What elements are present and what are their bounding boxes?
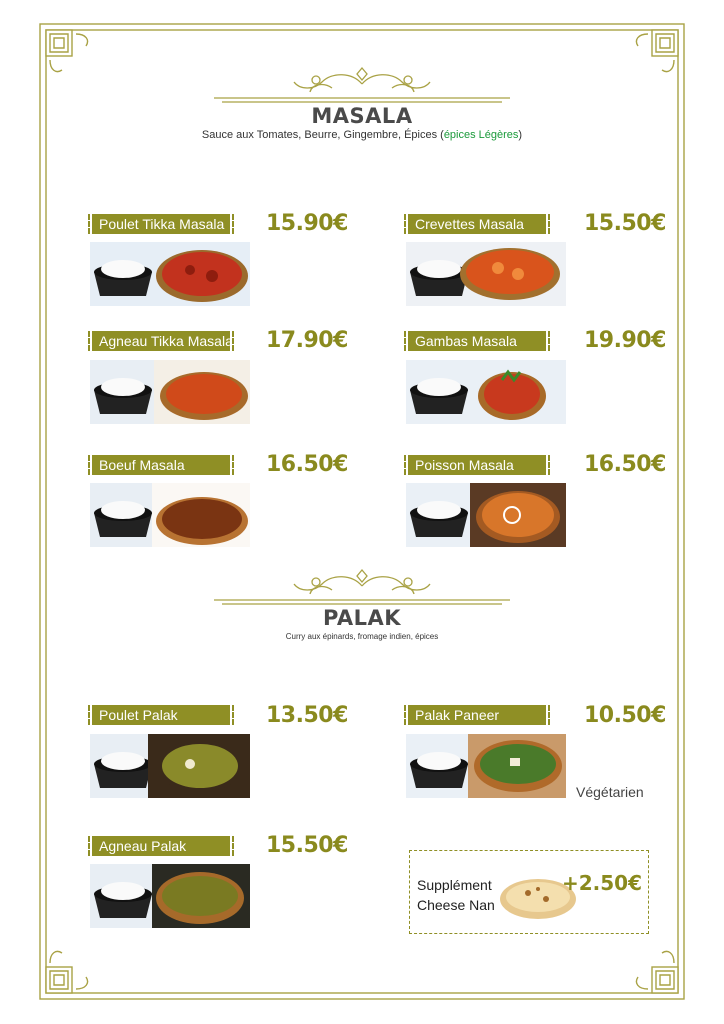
- supplement-line-1: Supplément: [417, 877, 492, 893]
- section-header-palak: [0, 566, 724, 644]
- dish-name: Gambas Masala: [408, 331, 546, 351]
- dish-price: 16.50€: [584, 452, 666, 477]
- dish-photo-rice-fish: [406, 483, 566, 547]
- section-subtitle: Curry aux épinards, fromage indien, épices: [285, 632, 439, 641]
- dish-photo-rice-palak-paneer: [406, 734, 566, 798]
- dish-name: Agneau Palak: [92, 836, 230, 856]
- dish-price: 15.50€: [584, 211, 666, 236]
- dish-name: Poulet Palak: [92, 705, 230, 725]
- dish-name: Poisson Masala: [408, 455, 546, 475]
- section-title: MASALA: [311, 104, 413, 128]
- dish-price: 13.50€: [266, 703, 348, 728]
- supplement-price: +2.50€: [561, 871, 642, 895]
- section-subtitle: Sauce aux Tomates, Beurre, Gingembre, Épices (épices Légères): [201, 129, 523, 141]
- dish-photo-rice-lamb: [90, 360, 250, 424]
- dish-photo-rice-shrimp: [406, 242, 566, 306]
- dish-name: Agneau Tikka Masala: [92, 331, 230, 351]
- dish-price: 10.50€: [584, 703, 666, 728]
- corner-ornament-br: [636, 951, 678, 993]
- supplement-label: [417, 875, 495, 915]
- section-header-masala: [0, 64, 724, 142]
- dish-price: 16.50€: [266, 452, 348, 477]
- flourish-ornament-icon: [212, 64, 512, 104]
- vegetarian-note: Végétarien: [576, 784, 644, 800]
- dish-name: Palak Paneer: [408, 705, 546, 725]
- flourish-ornament-icon: [212, 566, 512, 606]
- corner-ornament-bl: [46, 951, 88, 993]
- dish-price: 17.90€: [266, 328, 348, 353]
- dish-name: Crevettes Masala: [408, 214, 546, 234]
- section-title: PALAK: [322, 606, 402, 630]
- dish-photo-rice-beef: [90, 483, 250, 547]
- dish-photo-rice-prawns: [406, 360, 566, 424]
- dish-photo-rice-spinach-chicken: [90, 734, 250, 798]
- supplement-box: [409, 850, 649, 934]
- dish-price: 15.50€: [266, 833, 348, 858]
- dish-name: Boeuf Masala: [92, 455, 230, 475]
- dish-photo-rice-curry: [90, 242, 250, 306]
- dish-price: 15.90€: [266, 211, 348, 236]
- supplement-line-2: Cheese Nan: [417, 897, 495, 913]
- dish-name: Poulet Tikka Masala: [92, 214, 230, 234]
- dish-price: 19.90€: [584, 328, 666, 353]
- dish-photo-rice-spinach-lamb: [90, 864, 250, 928]
